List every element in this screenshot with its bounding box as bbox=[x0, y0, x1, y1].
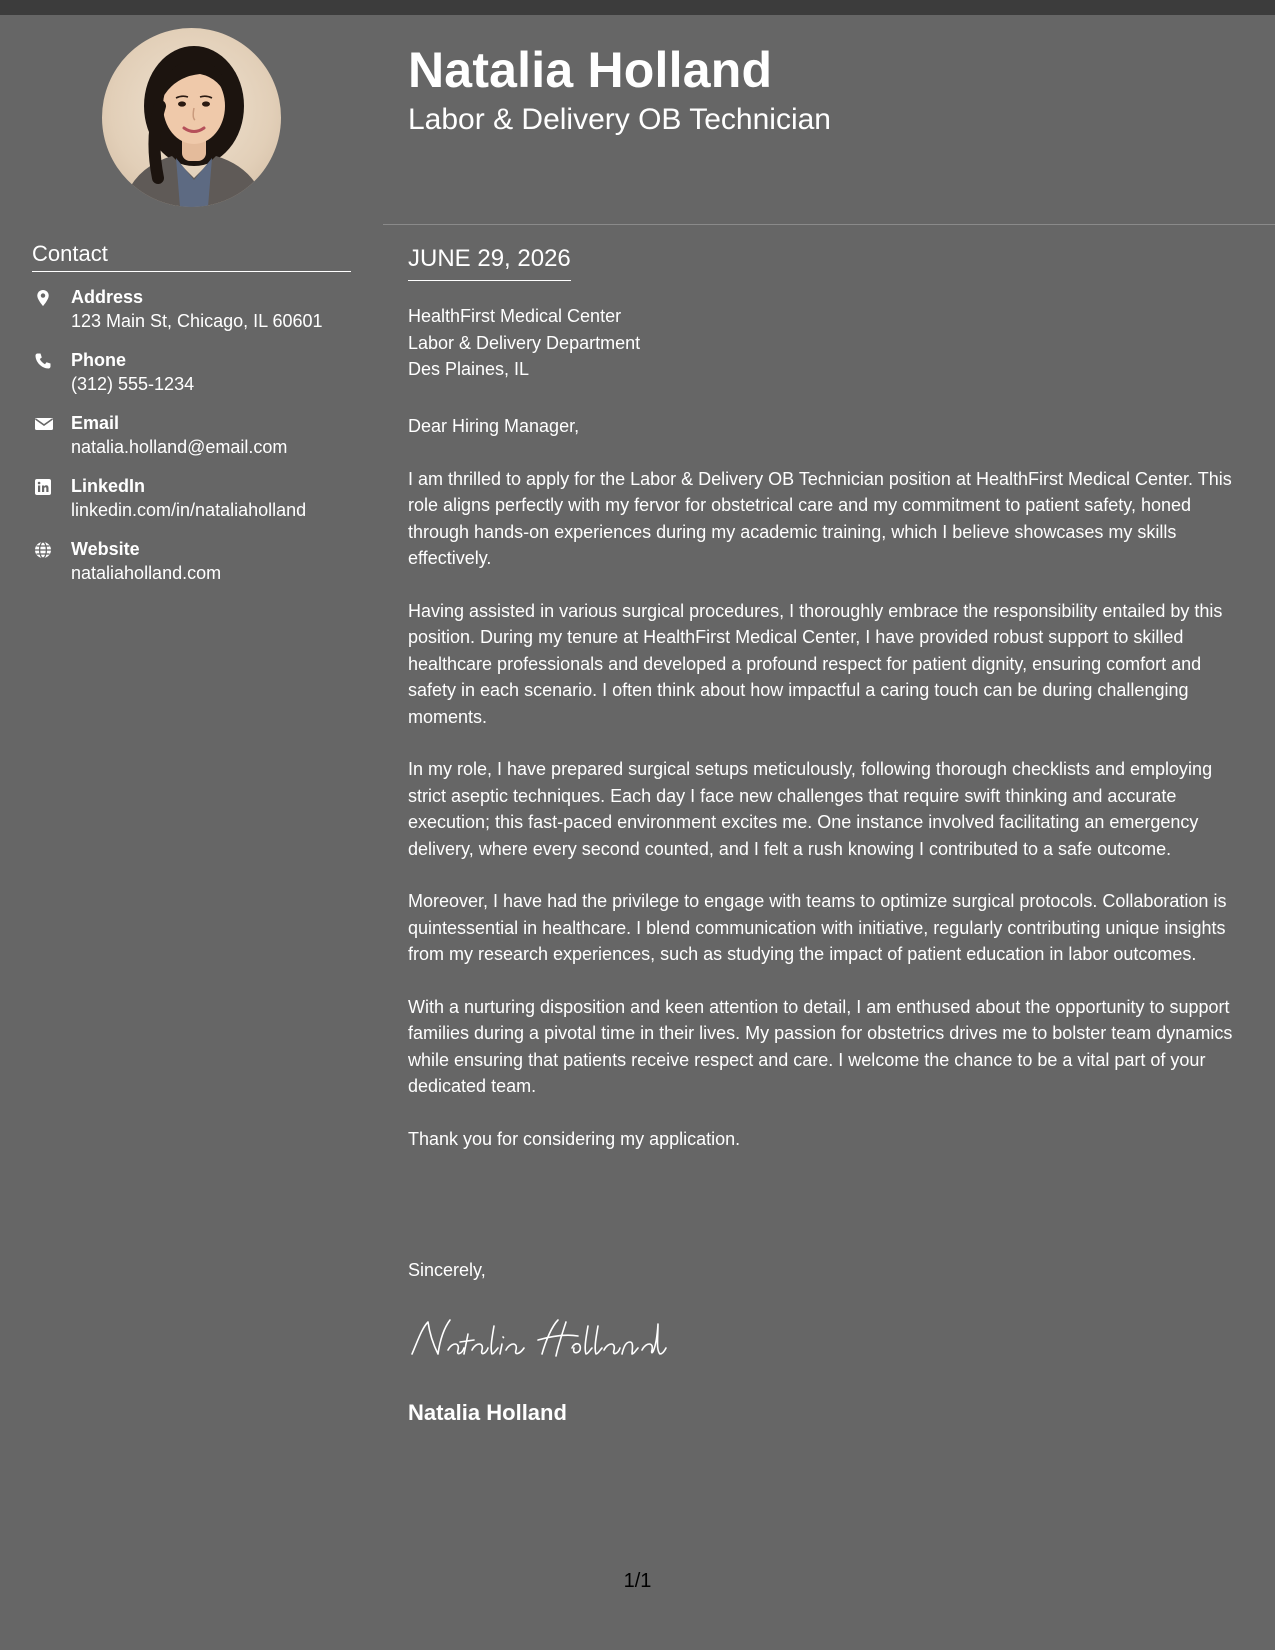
handwritten-signature bbox=[406, 1310, 676, 1375]
recipient-location: Des Plaines, IL bbox=[408, 359, 530, 379]
contact-value: nataliaholland.com bbox=[71, 563, 222, 583]
letter-paragraph: Moreover, I have had the privilege to engage with teams to optimize surgical protocols. Collaboration is quintessential in healthcare. I blend communication with initiative, regularly contributing unique insights from my research experiences, such as studying the impact of patient education in labor outcomes. bbox=[408, 891, 1227, 964]
contact-value: linkedin.com/in/nataliaholland bbox=[71, 500, 307, 520]
letter-thanks: Thank you for considering my application. bbox=[408, 1128, 741, 1149]
contact-item-phone bbox=[32, 349, 362, 412]
contact-item-address bbox=[32, 286, 362, 349]
contact-value: (312) 555-1234 bbox=[71, 374, 195, 394]
envelope-icon bbox=[34, 415, 52, 433]
recipient-organization: HealthFirst Medical Center bbox=[408, 306, 622, 326]
contact-item-linkedin bbox=[32, 475, 362, 538]
header-divider bbox=[383, 224, 1275, 225]
contact-label: Phone bbox=[71, 350, 127, 370]
letter-date: JUNE 29, 2026 bbox=[408, 245, 571, 281]
recipient-block bbox=[408, 303, 640, 383]
job-title: Labor & Delivery OB Technician bbox=[408, 103, 831, 136]
linkedin-icon bbox=[34, 478, 52, 496]
contact-value: natalia.holland@email.com bbox=[71, 437, 288, 457]
letter-closing: Sincerely, bbox=[408, 1260, 486, 1280]
contact-item-email bbox=[32, 412, 362, 475]
letter-paragraph: I am thrilled to apply for the Labor & Delivery OB Technician position at HealthFirst Medical Center. This role aligns perfectly with my fervor for obstetrical care and my commitment to patient safety, honed through hands-on experiences during my academic training, which I believe showcases my skills effectively. bbox=[408, 468, 1232, 568]
contact-label: LinkedIn bbox=[71, 476, 146, 496]
letter-paragraph: With a nurturing disposition and keen attention to detail, I am enthused about the opportunity to support families during a pivotal time in their lives. My passion for obstetrics drives me to bolster team dynamics while ensuring that patients receive respect and care. I welcome the chance to be a vital part of your dedicated team. bbox=[408, 996, 1233, 1096]
contact-label: Email bbox=[71, 413, 120, 433]
letter-paragraph: Having assisted in various surgical procedures, I thoroughly embrace the responsibility entailed by this position. During my tenure at HealthFirst Medical Center, I have provided robust support to skilled healthcare professionals and developed a profound respect for patient dignity, ensuring comfort and safety in each scenario. I often think about how impactful a caring touch can be during challenging moments. bbox=[408, 600, 1223, 727]
contact-heading: Contact bbox=[32, 241, 351, 272]
cover-letter-page bbox=[0, 15, 1275, 1650]
contact-list bbox=[32, 286, 362, 601]
phone-icon bbox=[34, 352, 52, 370]
page-number: 1/1 bbox=[623, 1570, 652, 1592]
contact-label: Address bbox=[71, 287, 144, 307]
contact-item-website bbox=[32, 538, 362, 601]
letter-greeting: Dear Hiring Manager, bbox=[408, 416, 580, 436]
top-bar bbox=[0, 0, 1275, 15]
contact-label: Website bbox=[71, 539, 140, 559]
globe-icon bbox=[34, 541, 52, 559]
letter-body bbox=[408, 413, 1250, 1178]
letter-paragraph: In my role, I have prepared surgical setups meticulously, following thorough checklists and employing strict aseptic techniques. Each day I face new challenges that require swift thinking and accurate execution; this fast-paced environment excites me. One instance involved facilitating an emergency delivery, where every second counted, and I felt a rush knowing I contributed to a safe outcome. bbox=[408, 759, 1213, 859]
contact-value: 123 Main St, Chicago, IL 60601 bbox=[71, 311, 323, 331]
signer-name: Natalia Holland bbox=[408, 1400, 567, 1425]
location-pin-icon bbox=[34, 289, 52, 307]
profile-photo bbox=[102, 28, 281, 207]
applicant-name: Natalia Holland bbox=[408, 42, 773, 98]
recipient-department: Labor & Delivery Department bbox=[408, 332, 641, 353]
